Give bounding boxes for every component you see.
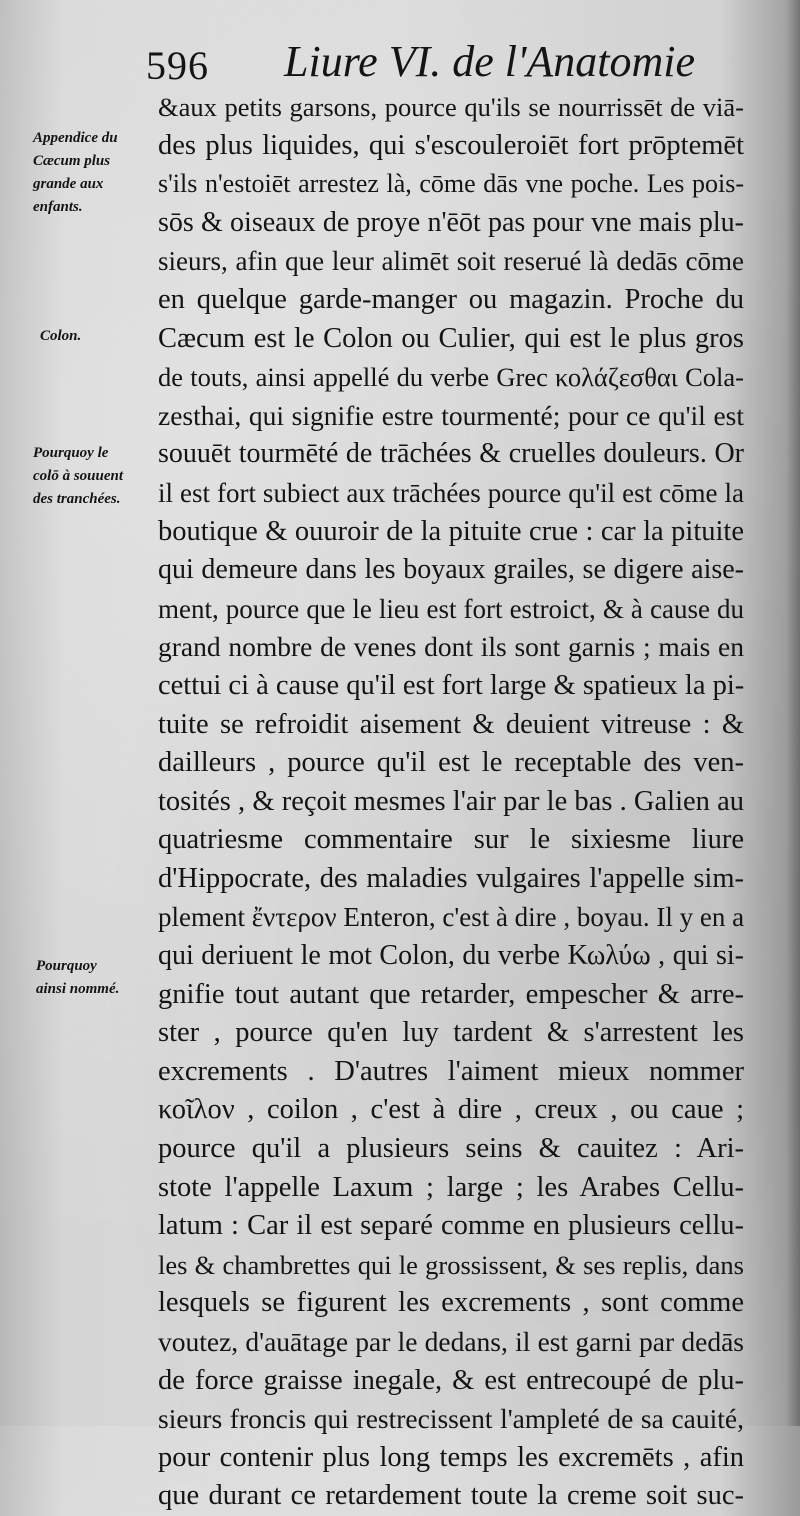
text-line: κοῖλον , coilon , c'est à dire , creux , ou caue ; — [158, 1094, 744, 1126]
text-line: tuite se refroidit aisement & deuient vitreuse : & — [158, 708, 744, 740]
text-line: des plus liquides, qui s'escouleroiēt fort prōptemēt — [158, 129, 744, 161]
text-line: pour contenir plus long temps les excremēts , afin — [158, 1441, 744, 1473]
text-line: de touts, ainsi appellé du verbe Grec κολάζεσθαι Cola- — [158, 362, 744, 393]
text-line: d'Hippocrate, des maladies vulgaires l'appelle sim- — [158, 862, 744, 894]
text-line: pource qu'il a plusieurs seins & cauitez : Ari- — [158, 1133, 744, 1165]
text-line: dailleurs , pource qu'il est le receptable des ven- — [158, 747, 744, 779]
text-line: plement ἔντερον Enteron, c'est à dire , boyau. Il y en a — [158, 902, 745, 933]
text-line: sieurs, afin que leur alimēt soit reserué là dedās cōme — [158, 246, 744, 277]
text-line: boutique & ouuroir de la pituite crue : car la pituite — [158, 515, 744, 547]
text-line: lesquels se figurent les excrements , sont comme — [158, 1287, 744, 1319]
text-line: il est fort subiect aux trāchées pource qu'il est cōme la — [158, 477, 744, 508]
text-line: ment, pource que le lieu est fort estroict, & à cause du — [158, 593, 744, 624]
text-line: sōs & oiseaux de proye n'ēōt pas pour vne mais plu- — [158, 206, 744, 238]
page-header — [146, 34, 756, 90]
margin-note-pourquoy-nomme: Pourquoy ainsi nommé. — [36, 958, 120, 997]
page-edge-shadow — [786, 0, 800, 1426]
text-line: sieurs froncis qui restrecissent l'ampleté de sa cauité, — [158, 1403, 744, 1435]
text-line: ster , pource qu'en luy tardent & s'arrestent les — [158, 1017, 744, 1049]
text-line: excrements . D'autres l'aiment mieux nommer — [158, 1055, 744, 1087]
text-line: cettui ci à cause qu'il est fort large & spatieux la pi- — [158, 669, 745, 701]
text-line: quatriesme commentaire sur le sixiesme liure — [158, 824, 744, 856]
text-line: s'ils n'estoiēt arrestez là, cōme dās vne poche. Les pois- — [158, 169, 744, 199]
text-line: latum : Car il est separé comme en plusieurs cellu- — [158, 1210, 744, 1242]
text-line: Cæcum est le Colon ou Culier, qui est le plus gros — [158, 322, 744, 354]
running-title: Liure VI. de l'Anatomie — [284, 37, 696, 86]
text-line: voutez, d'auātage par le dedans, il est garni par dedās — [158, 1326, 744, 1357]
text-line: que durant ce retardement toute la creme soit suc- — [158, 1480, 744, 1512]
text-line: tosités , & reçoit mesmes l'air par le bas . Galien au — [158, 785, 744, 817]
text-line: &aux petits garsons, pource qu'ils se nourrissēt de viā- — [158, 92, 744, 122]
text-line: zesthai, qui signifie estre tourmenté; pour ce qu'il est — [158, 399, 744, 431]
margin-note-appendice: Appendice du Cæcum plus grande aux enfants. — [33, 130, 118, 215]
margin-note-pourquoy-tranchees: Pourquoy le colō à souuent des tranchées. — [33, 445, 124, 507]
text-line: qui deriuent le mot Colon, du verbe Κωλύω , qui si- — [158, 940, 744, 972]
text-line: qui demeure dans les boyaux grailes, se digere aise- — [158, 554, 744, 586]
text-line: souuēt tourmēté de trāchées & cruelles douleurs. Or — [158, 438, 744, 470]
text-line: en quelque garde-manger ou magazin. Proche du — [158, 283, 744, 315]
text-line: les & chambrettes qui le grossissent, & ses replis, dans — [158, 1249, 744, 1280]
margin-note-colon: Colon. — [40, 328, 82, 344]
text-line: de force graisse inegale, & est entrecoupé de plu- — [158, 1364, 744, 1396]
text-line: grand nombre de venes dont ils sont garnis ; mais en — [158, 631, 744, 663]
text-line: gnifie tout autant que retarder, empescher & arre- — [158, 978, 744, 1010]
body-text — [158, 88, 744, 1516]
text-line: stote l'appelle Laxum ; large ; les Arabes Cellu- — [158, 1171, 744, 1203]
page-number: 596 — [146, 43, 209, 88]
margin-notes — [0, 0, 160, 1426]
